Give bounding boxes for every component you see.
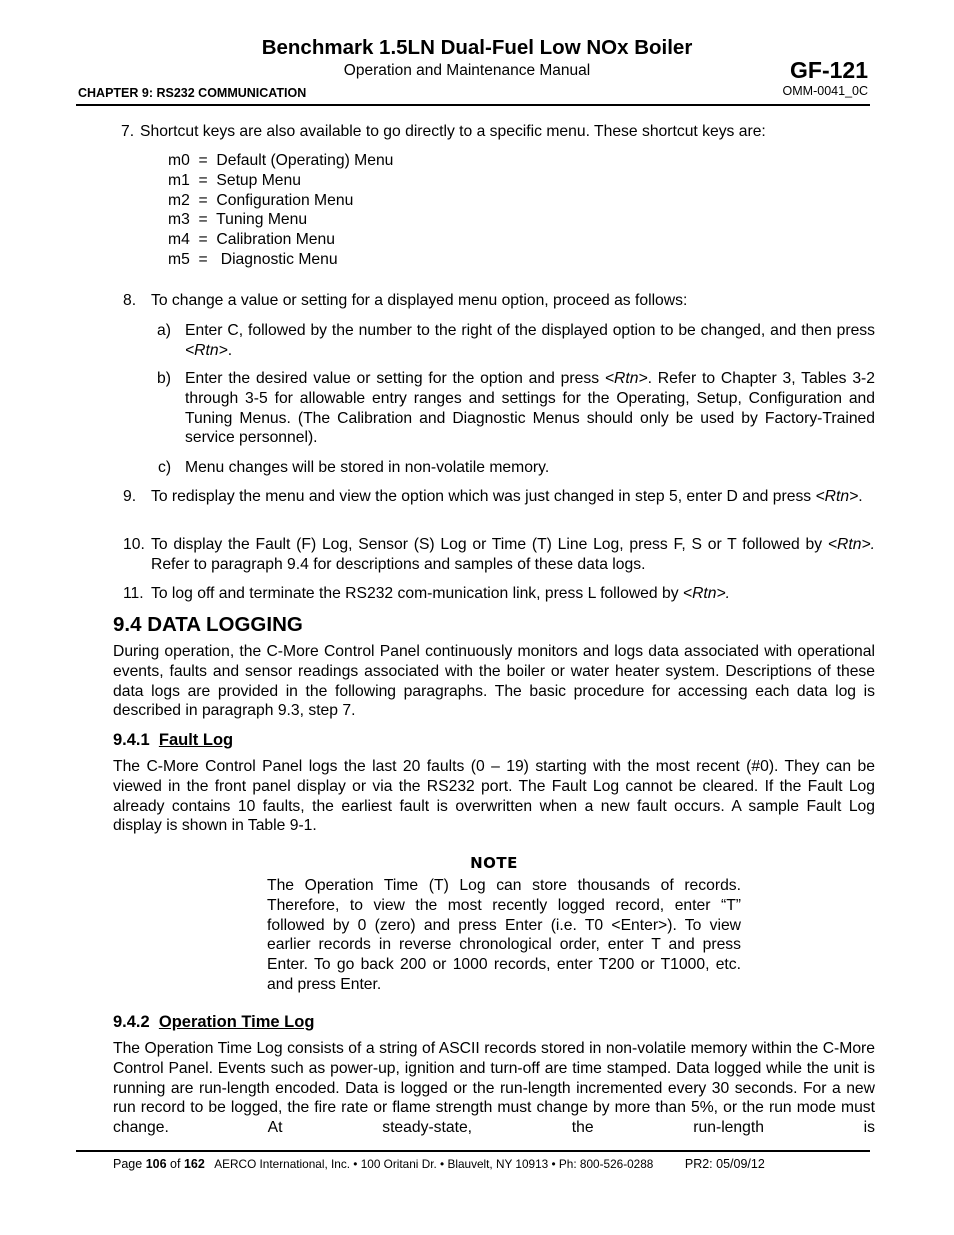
document-title: Benchmark 1.5LN Dual-Fuel Low NOx Boiler [261, 36, 693, 59]
item-10-post: Refer to paragraph 9.4 for descriptions and samples of these data logs. [151, 555, 646, 573]
shortcut-m2: m2 = Configuration Menu [168, 191, 354, 209]
shortcut-list [168, 151, 393, 270]
item-11-body: To log off and terminate the RS232 com-munication link, press L followed by [151, 585, 683, 602]
item-8c-label: c) [158, 459, 172, 476]
item-8a-body: Enter C, followed by the number to the right of the displayed option to be changed, and then press [185, 322, 875, 339]
section-number: 9.4.1 [113, 731, 150, 749]
shortcut-m4: m4 = Calibration Menu [168, 231, 335, 249]
item-11-number: 11. [123, 585, 144, 602]
item-8b-label: b) [157, 370, 171, 387]
shortcut-m5: m5 = Diagnostic Menu [168, 250, 338, 268]
shortcut-m3: m3 = Tuning Menu [168, 211, 308, 229]
section-9-4-1-body: The C-More Control Panel logs the last 20 faults (0 – 19) starting with the most recent (#0). They can be viewed in the front panel display or via the RS232 port. The Fault Log cannot be cleared. If the Fault Log already contains 10 faults, the earliest fault is overwritten when a new fault occurs. A sample Fault Log display is shown in Table 9-1. [113, 758, 875, 835]
header-rule [76, 104, 870, 106]
item-9-number: 9. [123, 488, 137, 505]
rtn-key: <Rtn> [827, 536, 871, 553]
footer [113, 1157, 765, 1171]
footer-rule [76, 1150, 870, 1152]
section-title: Fault Log [158, 731, 234, 749]
footer-of-word: of [170, 1157, 181, 1171]
section-9-4-2-heading [113, 1013, 314, 1032]
item-8-text: To change a value or setting for a displayed menu option, proceed as follows: [151, 292, 688, 309]
rtn-key: <Rtn> [604, 370, 648, 387]
item-8b-pre: Enter the desired value or setting for the option and press [185, 370, 605, 387]
item-9-text: To redisplay the menu and view the option which was just changed in step 5, enter D and press <Rtn>. [151, 488, 863, 505]
item-10-number: 10. [123, 536, 145, 553]
item-8-number: 8. [123, 292, 137, 309]
note-heading: NOTE [470, 854, 518, 872]
document-code: GF-121 [790, 57, 868, 83]
rtn-key: <Rtn> [185, 341, 228, 359]
item-7-text: Shortcut keys are also available to go directly to a specific menu. These shortcut keys are: [140, 123, 766, 140]
item-8a-text: Enter C, followed by the number to the right of the displayed option to be changed, and then press <Rtn>. [185, 322, 875, 359]
item-8b-post: . Refer to Chapter 3, Tables 3-2 through 3-5 for allowable entry ranges and settings for the Operating, Setup, Configuration and Tuning Menus. (The Calibration and Diagnostic Menus should only be used by Factory-Trained service personnel). [185, 370, 875, 447]
item-7-number: 7. [121, 123, 135, 140]
section-9-4-heading: 9.4 DATA LOGGING [113, 613, 303, 636]
item-8b-text [185, 369, 875, 448]
note-body: The Operation Time (T) Log can store thousands of records. Therefore, to view the most recently logged record, enter “T” followed by 0 (zero) and press Enter (i.e. T0 <Enter>). To view earlier records in reverse chronological order, enter T and press Enter. To go back 200 or 1000 records, enter T200 or T1000, etc. and press Enter. [267, 877, 741, 993]
footer-page-word: Page [113, 1157, 143, 1171]
footer-page-number: 106 [145, 1157, 167, 1171]
section-9-4-body: During operation, the C-More Control Panel continuously monitors and logs data associated with operational events, faults and sensor readings associated with the boiler or water heater system. Descriptions of these data logs are provided in the following paragraphs. The basic procedure for accessing each data log is described in paragraph 9.3, step 7. [113, 643, 875, 720]
document-number: OMM-0041_0C [782, 84, 868, 98]
document-subtitle: Operation and Maintenance Manual [343, 62, 591, 79]
section-9-4-1-heading [113, 731, 233, 750]
footer-company: AERCO International, Inc. • 100 Oritani Dr. • Blauvelt, NY 10913 • Ph: 800-526-0288 [214, 1157, 654, 1171]
item-11-text: To log off and terminate the RS232 com-munication link, press L followed by <Rtn>. [151, 585, 731, 602]
item-9-body: To redisplay the menu and view the option which was just changed in step 5, enter D and press [151, 488, 816, 505]
footer-revision: PR2: 05/09/12 [684, 1157, 765, 1171]
section-9-4-2-body: The Operation Time Log consists of a string of ASCII records stored in non-volatile memory within the C-More Control Panel. Events such as power-up, ignition and turn-off are time stamped. Data logged while the unit is running are run-length encoded. Data is logged or the run-length incremented every 30 seconds. For a new run record to be logged, the fire rate or flame strength must change by more than 5%, or the run mode must change. At steady-state, the run-length is [113, 1040, 875, 1137]
item-10-text: To display the Fault (F) Log, Sensor (S) Log or Time (T) Line Log, press F, S or T followed by <Rtn>. Refer to paragraph 9.4 for descriptions and samples of these data logs. [151, 536, 875, 573]
chapter-label: CHAPTER 9: RS232 COMMUNICATION [78, 86, 307, 100]
footer-total-pages: 162 [183, 1157, 205, 1171]
shortcut-m1: m1 = Setup Menu [168, 171, 301, 189]
item-8a-label: a) [157, 322, 171, 339]
shortcut-m0: m0 = Default (Operating) Menu [168, 152, 394, 169]
section-number: 9.4.2 [113, 1013, 150, 1031]
rtn-key: <Rtn> [682, 585, 726, 602]
item-10-pre: To display the Fault (F) Log, Sensor (S) Log or Time (T) Line Log, press F, S or T followed by [151, 536, 828, 553]
item-8c-text: Menu changes will be stored in non-volatile memory. [185, 459, 550, 476]
rtn-key: <Rtn> [815, 488, 859, 505]
section-title: Operation Time Log [158, 1013, 315, 1031]
